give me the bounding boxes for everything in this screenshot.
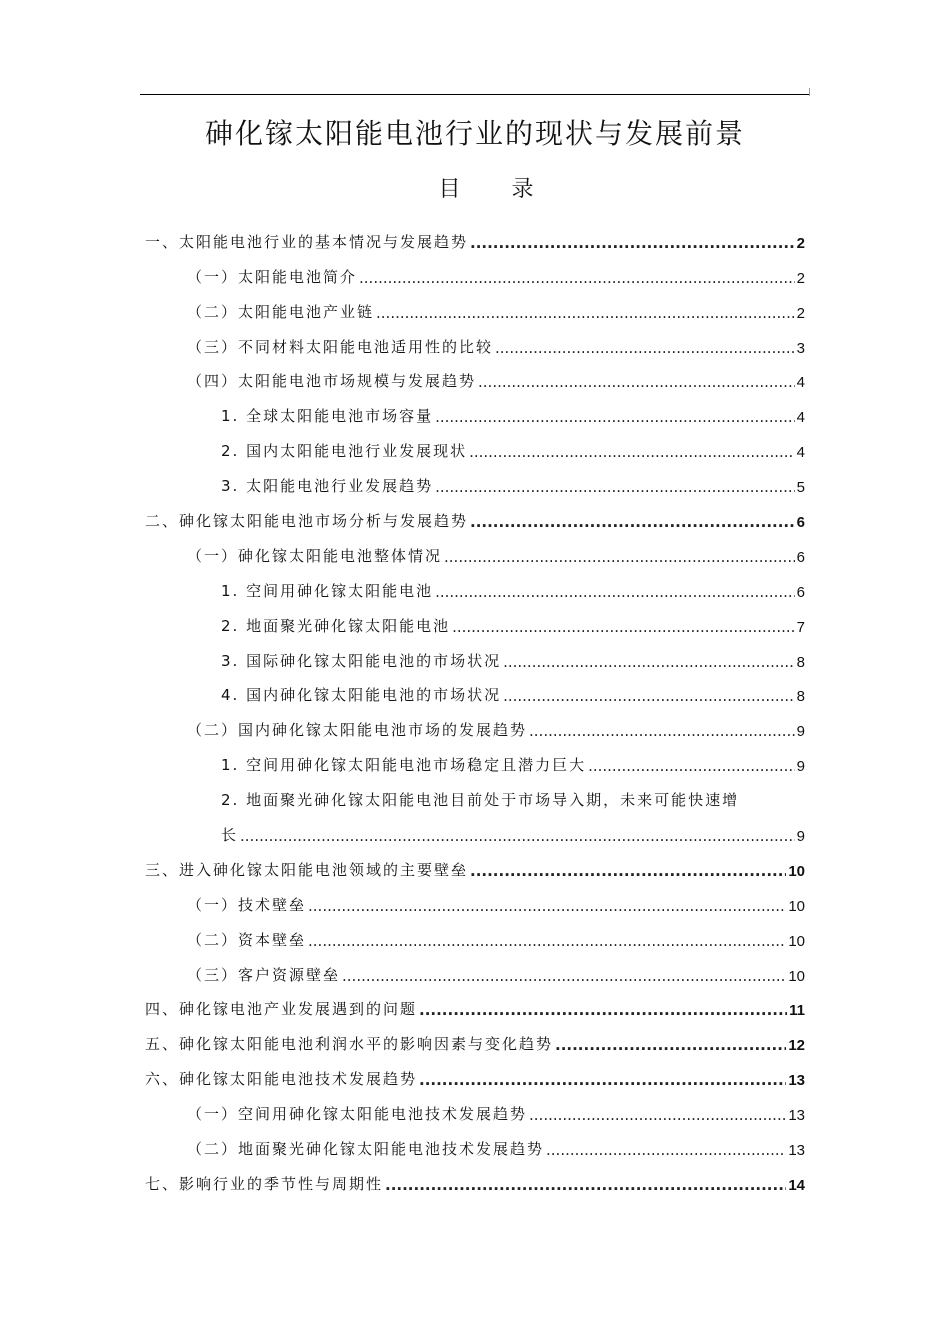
toc-page-number: 12 <box>788 1037 805 1055</box>
toc-entry-label: （三）客户资源壁垒 <box>187 965 341 984</box>
toc-leader-dots <box>342 967 786 989</box>
toc-leader-dots <box>588 757 795 779</box>
toc-entry-label: 七、影响行业的季节性与周期性 <box>145 1174 384 1193</box>
toc-entry[interactable] <box>145 1058 805 1093</box>
toc-entry[interactable] <box>145 640 805 675</box>
toc-entry-label: 1. 空间用砷化镓太阳能电池市场稳定且潜力巨大 <box>221 756 587 775</box>
toc-entry[interactable] <box>145 884 805 919</box>
toc-leader-dots <box>419 1001 787 1023</box>
toc-entry-label: 3. 国际砷化镓太阳能电池的市场状况 <box>221 651 502 670</box>
toc-leader-dots <box>529 722 795 744</box>
toc-leader-dots <box>435 478 795 500</box>
toc-entry-label: （一）砷化镓太阳能电池整体情况 <box>187 546 443 565</box>
toc-entry[interactable] <box>145 919 805 954</box>
toc-entry[interactable] <box>145 430 805 465</box>
toc-entry[interactable] <box>145 989 805 1024</box>
toc-entry[interactable] <box>145 500 805 535</box>
toc-leader-dots <box>376 304 795 326</box>
toc-page-number: 14 <box>788 1176 805 1194</box>
toc-entry-label: （二）太阳能电池产业链 <box>187 302 375 321</box>
toc-page-number: 9 <box>796 723 805 741</box>
toc-page-number: 3 <box>796 339 805 357</box>
toc-entry[interactable] <box>145 361 805 396</box>
toc-leader-dots <box>444 548 795 570</box>
toc-entry-label: 2. 地面聚光砷化镓太阳能电池目前处于市场导入期，未来可能快速增 <box>221 791 740 810</box>
toc-entry[interactable] <box>145 605 805 640</box>
toc-page-number: 4 <box>796 374 805 392</box>
toc-entry-label: 三、进入砷化镓太阳能电池领域的主要壁垒 <box>145 860 469 879</box>
toc-leader-dots <box>546 1141 786 1163</box>
toc-entry[interactable] <box>145 291 805 326</box>
toc-leader-dots <box>452 618 795 640</box>
toc-entry[interactable] <box>145 326 805 361</box>
toc-page-number: 13 <box>788 1072 805 1090</box>
toc-page-number: 13 <box>788 1107 805 1125</box>
toc-page-number: 10 <box>788 862 805 880</box>
toc-entry-label-continued: 长 <box>221 826 239 845</box>
toc-page-number: 8 <box>796 653 805 671</box>
toc-leader-dots <box>308 897 786 919</box>
toc-entry[interactable] <box>145 814 805 849</box>
table-of-contents <box>145 221 805 1198</box>
toc-page-number: 2 <box>796 304 805 322</box>
toc-entry[interactable] <box>145 1023 805 1058</box>
toc-page-number: 8 <box>796 688 805 706</box>
toc-entry[interactable] <box>145 465 805 500</box>
toc-page-number: 2 <box>796 234 805 252</box>
toc-entry[interactable] <box>145 675 805 710</box>
toc-page-number: 11 <box>789 1002 805 1020</box>
toc-entry-label: （二）地面聚光砷化镓太阳能电池技术发展趋势 <box>187 1140 545 1159</box>
toc-entry-label: （一）太阳能电池简介 <box>187 267 358 286</box>
toc-leader-dots <box>478 373 795 395</box>
toc-leader-dots <box>240 827 795 849</box>
toc-entry-label: （三）不同材料太阳能电池适用性的比较 <box>187 337 494 356</box>
toc-entry[interactable] <box>145 395 805 430</box>
toc-entry[interactable] <box>145 535 805 570</box>
toc-entry-label: 1. 空间用砷化镓太阳能电池 <box>221 581 434 600</box>
toc-leader-dots <box>495 339 795 361</box>
toc-page-number: 4 <box>796 444 805 462</box>
toc-page-number: 2 <box>796 269 805 287</box>
toc-leader-dots <box>470 234 795 256</box>
toc-leader-dots <box>359 269 795 291</box>
toc-entry[interactable] <box>145 744 805 779</box>
header-rule-tick <box>809 88 810 96</box>
toc-entry[interactable] <box>145 256 805 291</box>
toc-entry[interactable] <box>145 1163 805 1198</box>
toc-entry[interactable] <box>145 1128 805 1163</box>
toc-entry-label: 二、砷化镓太阳能电池市场分析与发展趋势 <box>145 512 469 531</box>
toc-leader-dots <box>308 932 786 954</box>
header-rule <box>140 94 810 95</box>
toc-page-number: 7 <box>796 618 805 636</box>
toc-leader-dots <box>555 1036 786 1058</box>
toc-entry-label: 4. 国内砷化镓太阳能电池的市场状况 <box>221 686 502 705</box>
toc-page-number: 10 <box>788 967 805 985</box>
toc-leader-dots <box>435 583 795 605</box>
toc-page-number: 6 <box>796 514 805 532</box>
toc-leader-dots <box>503 653 795 675</box>
toc-entry-label: 五、砷化镓太阳能电池利润水平的影响因素与变化趋势 <box>145 1035 554 1054</box>
toc-entry-label: 2. 地面聚光砷化镓太阳能电池 <box>221 616 451 635</box>
toc-page-number: 6 <box>796 548 805 566</box>
toc-page-number: 6 <box>796 583 805 601</box>
toc-page-number: 5 <box>796 479 805 497</box>
toc-heading: 目 录 <box>438 177 556 202</box>
toc-entry[interactable] <box>145 709 805 744</box>
toc-page-number: 9 <box>796 758 805 776</box>
toc-page-number: 10 <box>788 932 805 950</box>
toc-entry-label: 四、砷化镓电池产业发展遇到的问题 <box>145 1000 418 1019</box>
toc-entry-label: （二）国内砷化镓太阳能电池市场的发展趋势 <box>187 721 528 740</box>
toc-entry[interactable] <box>145 221 805 256</box>
toc-entry-label: 六、砷化镓太阳能电池技术发展趋势 <box>145 1070 418 1089</box>
toc-entry-wrapped-line[interactable] <box>145 779 805 814</box>
toc-page-number: 13 <box>788 1142 805 1160</box>
toc-entry-label: 2. 国内太阳能电池行业发展现状 <box>221 442 468 461</box>
toc-entry-label: （一）空间用砷化镓太阳能电池技术发展趋势 <box>187 1105 528 1124</box>
toc-entry-label: （四）太阳能电池市场规模与发展趋势 <box>187 372 477 391</box>
toc-page-number: 9 <box>796 828 805 846</box>
toc-entry-label: 一、太阳能电池行业的基本情况与发展趋势 <box>145 232 469 251</box>
toc-leader-dots <box>503 687 795 709</box>
toc-leader-dots <box>470 862 786 884</box>
toc-leader-dots <box>419 1071 786 1093</box>
toc-entry-label: （一）技术壁垒 <box>187 895 307 914</box>
toc-entry[interactable] <box>145 954 805 989</box>
toc-leader-dots <box>385 1176 786 1198</box>
toc-page-number: 4 <box>796 409 805 427</box>
toc-entry[interactable] <box>145 1093 805 1128</box>
toc-leader-dots <box>470 513 795 535</box>
toc-entry-label: （二）资本壁垒 <box>187 930 307 949</box>
toc-leader-dots <box>529 1106 786 1128</box>
toc-entry[interactable] <box>145 849 805 884</box>
document-title: 砷化镓太阳能电池行业的现状与发展前景 <box>204 117 745 150</box>
toc-entry[interactable] <box>145 570 805 605</box>
toc-entry-label: 3. 太阳能电池行业发展趋势 <box>221 477 434 496</box>
toc-entry-label: 1. 全球太阳能电池市场容量 <box>221 407 434 426</box>
toc-leader-dots <box>435 408 795 430</box>
toc-leader-dots <box>469 443 795 465</box>
toc-page-number: 10 <box>788 897 805 915</box>
